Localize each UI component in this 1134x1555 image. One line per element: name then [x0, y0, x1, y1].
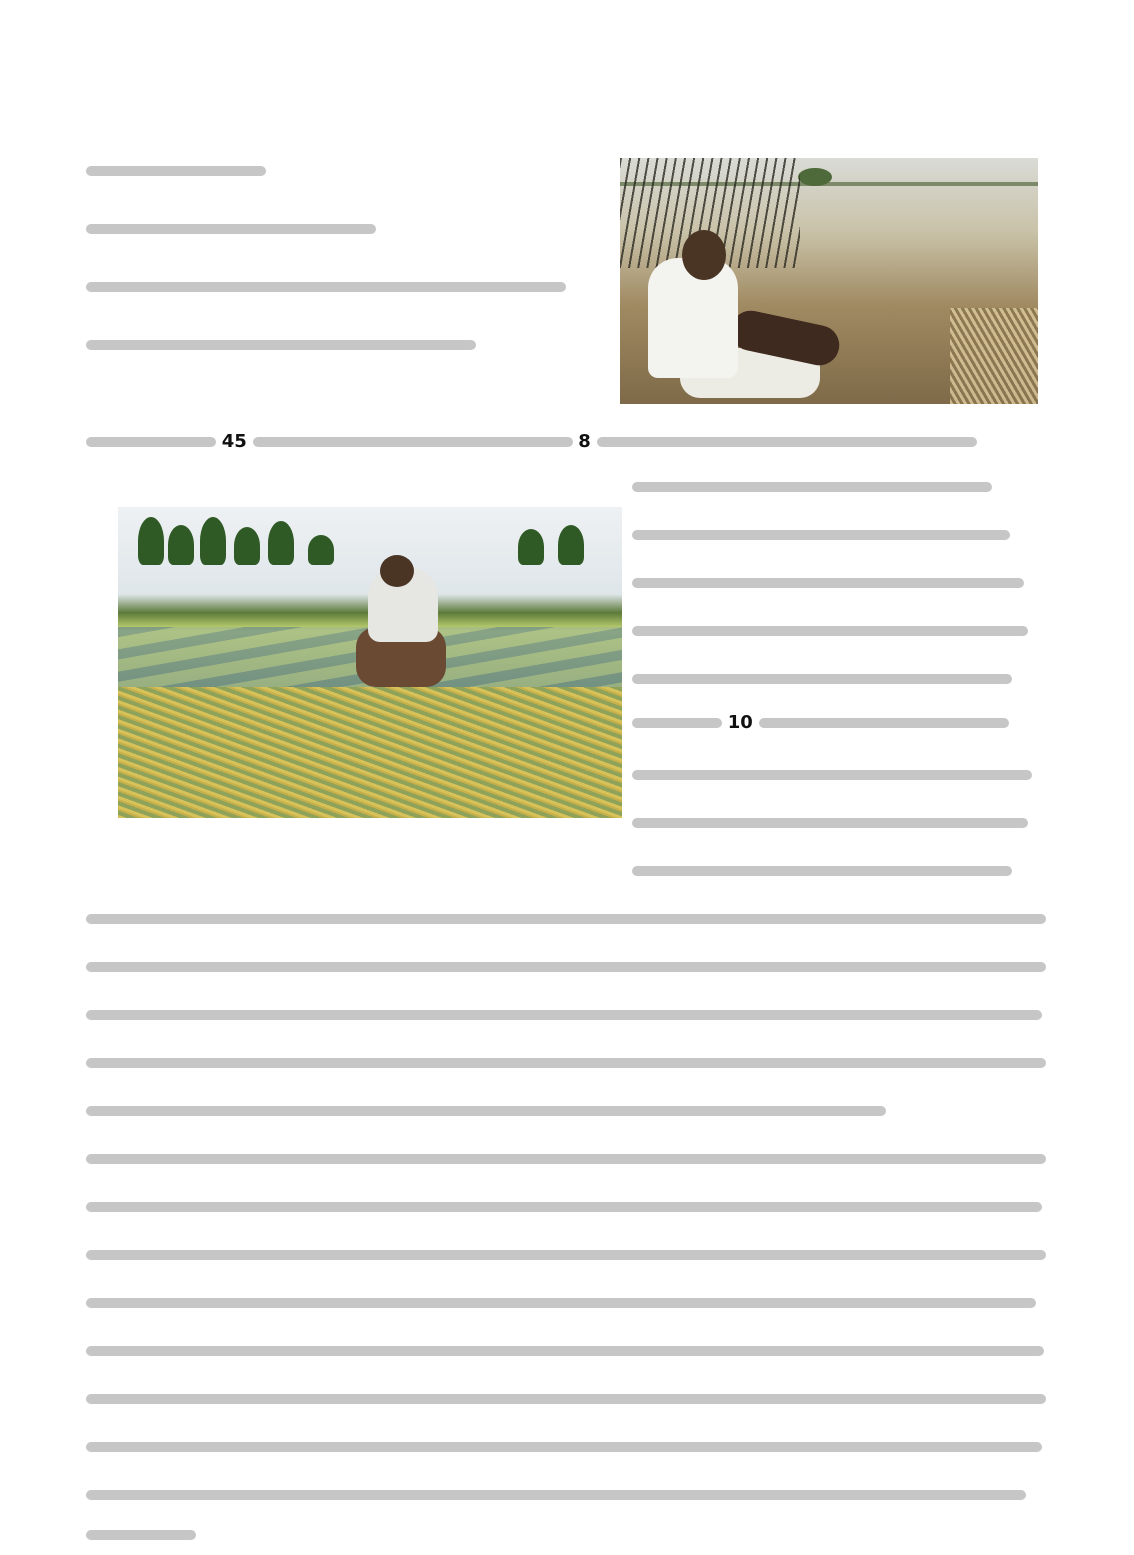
photo-tree-line: [118, 517, 622, 587]
months-number: 8: [578, 431, 591, 452]
photo-tree: [558, 525, 584, 565]
article-opening-line: [86, 426, 977, 458]
unread-line: [597, 437, 977, 447]
amount-number: 10: [727, 712, 753, 733]
photo-tree: [138, 517, 164, 565]
photo-farmer-sitting-in-field: [620, 158, 1038, 404]
headline: [80, 73, 1060, 153]
unread-line: [86, 1202, 1042, 1212]
unread-line: [632, 866, 1012, 876]
unread-line: [632, 578, 1024, 588]
photo-tree: [168, 525, 194, 565]
unread-line: [632, 674, 1012, 684]
unread-line: [86, 1010, 1042, 1020]
photo-straw-pile: [950, 308, 1038, 404]
unread-line: [86, 1346, 1044, 1356]
unread-line: [86, 914, 1046, 924]
unread-line: [86, 1442, 1042, 1452]
unread-line: [632, 482, 992, 492]
news-number: 45: [221, 431, 247, 452]
photo-tree: [200, 517, 226, 565]
unread-line: [86, 1490, 1026, 1500]
photo-tree: [308, 535, 334, 565]
unread-line: [759, 718, 1009, 728]
unread-line: [86, 1154, 1046, 1164]
unread-line: [86, 166, 266, 176]
unread-line: [253, 437, 573, 447]
photo-tree: [798, 168, 832, 186]
unread-line: [86, 340, 476, 350]
unread-line: [86, 962, 1046, 972]
unread-line: [86, 1058, 1046, 1068]
unread-line: [86, 224, 376, 234]
unread-line: [86, 1250, 1046, 1260]
photo-farmer-in-flooded-field: [118, 507, 622, 818]
photo-farmer-head: [380, 555, 414, 587]
amount-line: [632, 707, 1009, 739]
unread-line: [86, 1298, 1036, 1308]
photo-tree: [268, 521, 294, 565]
photo-flattened-crop: [118, 687, 622, 818]
unread-line: [632, 718, 722, 728]
photo-tree: [234, 527, 260, 565]
unread-line: [86, 1530, 196, 1540]
unread-line: [632, 770, 1032, 780]
photo-farmer-head: [682, 230, 726, 280]
unread-line: [86, 1394, 1046, 1404]
unread-line: [632, 626, 1028, 636]
unread-line: [86, 282, 566, 292]
unread-line: [632, 818, 1028, 828]
unread-line: [86, 1106, 886, 1116]
photo-tree: [518, 529, 544, 565]
unread-line: [632, 530, 1010, 540]
unread-line: [86, 437, 216, 447]
